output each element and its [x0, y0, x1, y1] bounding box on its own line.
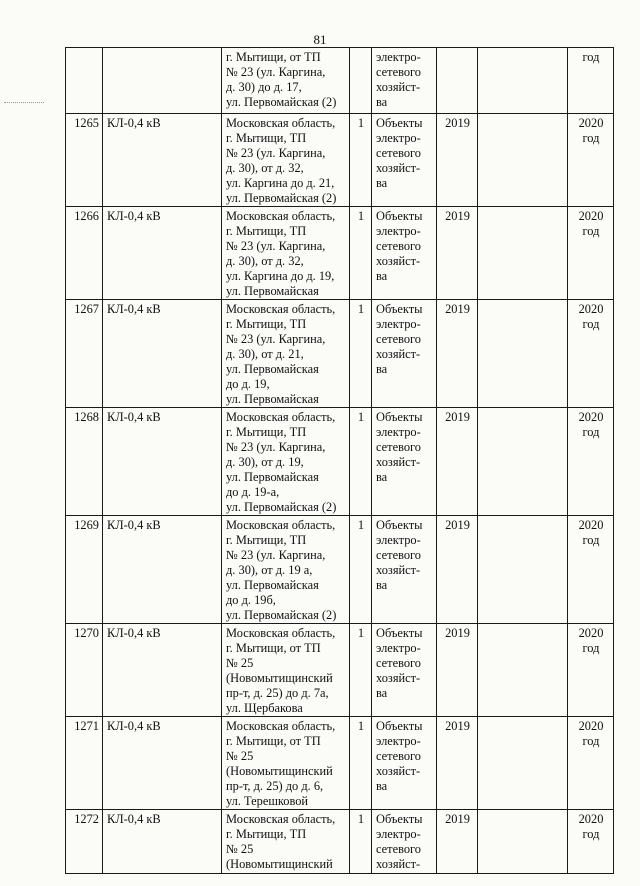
object-type: КЛ-0,4 кВ: [103, 810, 222, 874]
empty-cell: [478, 300, 568, 408]
object-address: Московская область, г. Мытищи, от ТП № 25 (Новомытищинский пр-т, д. 25) до д. 7а, ул. Щербакова: [222, 624, 350, 717]
table-body: [66, 48, 614, 874]
table-row: [66, 717, 614, 810]
row-number: [66, 48, 103, 114]
object-register-table: [65, 47, 614, 874]
table-row: [66, 624, 614, 717]
scan-artifact: [4, 102, 44, 104]
empty-cell: [478, 624, 568, 717]
object-category: Объекты электро- сетевого хозяйст- ва: [372, 114, 437, 207]
row-number: 1267: [66, 300, 103, 408]
object-quantity: 1: [350, 207, 372, 300]
object-category: Объекты электро- сетевого хозяйст- ва: [372, 624, 437, 717]
object-quantity: 1: [350, 516, 372, 624]
object-quantity: 1: [350, 408, 372, 516]
empty-cell: [478, 48, 568, 114]
object-address: Московская область, г. Мытищи, ТП № 23 (ул. Каргина, д. 30), от д. 19 а, ул. Первомайская до д. 19б, ул. Первомайская (2): [222, 516, 350, 624]
empty-cell: [478, 114, 568, 207]
target-period: год: [568, 48, 614, 114]
object-category: Объекты электро- сетевого хозяйст- ва: [372, 207, 437, 300]
target-period: 2020 год: [568, 207, 614, 300]
object-address: Московская область, г. Мытищи, ТП № 23 (ул. Каргина, д. 30), от д. 32, ул. Каргина до д. 21, ул. Первомайская (2): [222, 114, 350, 207]
object-quantity: 1: [350, 114, 372, 207]
object-type: КЛ-0,4 кВ: [103, 408, 222, 516]
table-row: [66, 207, 614, 300]
target-period: 2020 год: [568, 717, 614, 810]
table-row: [66, 516, 614, 624]
object-category: Объекты электро- сетевого хозяйст- ва: [372, 516, 437, 624]
registration-year: 2019: [437, 717, 478, 810]
object-type: КЛ-0,4 кВ: [103, 516, 222, 624]
table-row: [66, 408, 614, 516]
row-number: 1265: [66, 114, 103, 207]
object-type: КЛ-0,4 кВ: [103, 300, 222, 408]
row-number: 1270: [66, 624, 103, 717]
row-number: 1272: [66, 810, 103, 874]
object-quantity: [350, 48, 372, 114]
object-type: КЛ-0,4 кВ: [103, 114, 222, 207]
empty-cell: [478, 810, 568, 874]
registration-year: 2019: [437, 516, 478, 624]
object-type: КЛ-0,4 кВ: [103, 624, 222, 717]
registration-year: 2019: [437, 300, 478, 408]
object-type: КЛ-0,4 кВ: [103, 207, 222, 300]
target-period: 2020 год: [568, 516, 614, 624]
registration-year: 2019: [437, 624, 478, 717]
object-address: г. Мытищи, от ТП № 23 (ул. Каргина, д. 30) до д. 17, ул. Первомайская (2): [222, 48, 350, 114]
object-address: Московская область, г. Мытищи, от ТП № 25 (Новомытищинский пр-т, д. 25) до д. 6, ул. Терешковой: [222, 717, 350, 810]
registration-year: 2019: [437, 408, 478, 516]
table-row: [66, 300, 614, 408]
object-address: Московская область, г. Мытищи, ТП № 23 (ул. Каргина, д. 30), от д. 32, ул. Каргина до д. 19, ул. Первомайская: [222, 207, 350, 300]
row-number: 1266: [66, 207, 103, 300]
object-type: КЛ-0,4 кВ: [103, 717, 222, 810]
table-row: [66, 114, 614, 207]
object-address: Московская область, г. Мытищи, ТП № 23 (ул. Каргина, д. 30), от д. 19, ул. Первомайская до д. 19-а, ул. Первомайская (2): [222, 408, 350, 516]
object-type: [103, 48, 222, 114]
table-row: [66, 48, 614, 114]
object-category: Объекты электро- сетевого хозяйст- ва: [372, 300, 437, 408]
object-category: Объекты электро- сетевого хозяйст- ва: [372, 408, 437, 516]
target-period: 2020 год: [568, 114, 614, 207]
registration-year: 2019: [437, 810, 478, 874]
empty-cell: [478, 717, 568, 810]
registration-year: 2019: [437, 207, 478, 300]
object-category: Объекты электро- сетевого хозяйст-: [372, 810, 437, 874]
object-category: Объекты электро- сетевого хозяйст- ва: [372, 717, 437, 810]
object-quantity: 1: [350, 717, 372, 810]
empty-cell: [478, 207, 568, 300]
registration-year: [437, 48, 478, 114]
registration-year: 2019: [437, 114, 478, 207]
target-period: 2020 год: [568, 300, 614, 408]
row-number: 1269: [66, 516, 103, 624]
row-number: 1268: [66, 408, 103, 516]
object-category: электро- сетевого хозяйст- ва: [372, 48, 437, 114]
target-period: 2020 год: [568, 408, 614, 516]
empty-cell: [478, 408, 568, 516]
target-period: 2020 год: [568, 810, 614, 874]
object-address: Московская область, г. Мытищи, ТП № 25 (Новомытищинский: [222, 810, 350, 874]
target-period: 2020 год: [568, 624, 614, 717]
object-quantity: 1: [350, 810, 372, 874]
row-number: 1271: [66, 717, 103, 810]
object-quantity: 1: [350, 300, 372, 408]
object-address: Московская область, г. Мытищи, ТП № 23 (ул. Каргина, д. 30), от д. 21, ул. Первомайская до д. 19, ул. Первомайская: [222, 300, 350, 408]
page-number: 81: [313, 32, 327, 47]
table-row: [66, 810, 614, 874]
object-quantity: 1: [350, 624, 372, 717]
empty-cell: [478, 516, 568, 624]
